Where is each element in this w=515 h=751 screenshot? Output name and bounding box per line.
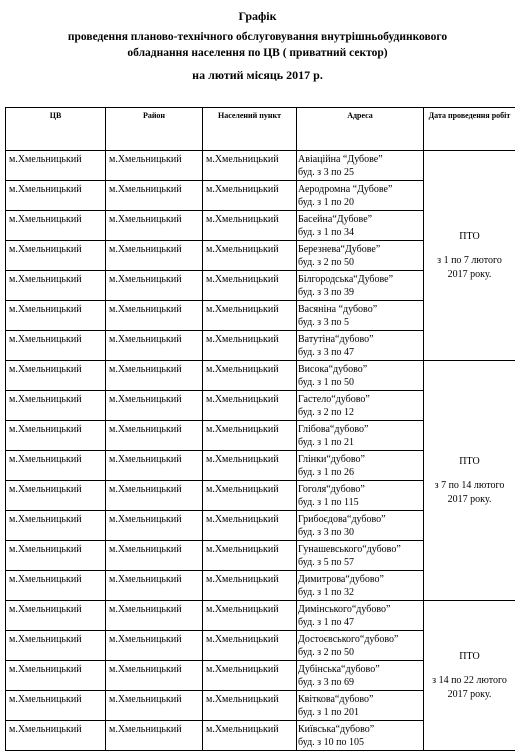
date-label: ПТО bbox=[428, 230, 511, 244]
address-buildings: буд. з 3 по 69 bbox=[298, 676, 423, 689]
cell-punkt: м.Хмельницький bbox=[203, 301, 297, 331]
address-street: Гастело“дубово” bbox=[298, 393, 423, 406]
cell-rayon: м.Хмельницький bbox=[106, 301, 203, 331]
address-street: Басейна“Дубове” bbox=[298, 213, 423, 226]
cell-address bbox=[297, 631, 424, 661]
address-street: Висока“дубово” bbox=[298, 363, 423, 376]
cell-punkt: м.Хмельницький bbox=[203, 211, 297, 241]
cell-cv: м.Хмельницький bbox=[6, 271, 106, 301]
address-buildings: буд. з 5 по 57 bbox=[298, 556, 423, 569]
column-header-address: Адреса bbox=[297, 108, 424, 151]
cell-rayon: м.Хмельницький bbox=[106, 391, 203, 421]
document-title: Графік bbox=[0, 9, 515, 24]
cell-rayon: м.Хмельницький bbox=[106, 361, 203, 391]
cell-address bbox=[297, 511, 424, 541]
cell-rayon: м.Хмельницький bbox=[106, 601, 203, 631]
cell-address bbox=[297, 211, 424, 241]
cell-punkt: м.Хмельницький bbox=[203, 271, 297, 301]
cell-address bbox=[297, 301, 424, 331]
date-label: ПТО bbox=[428, 650, 511, 664]
table-body bbox=[6, 151, 515, 751]
address-street: Димінського“дубово” bbox=[298, 603, 423, 616]
address-street: Аеродромна “Дубове” bbox=[298, 183, 423, 196]
table-row bbox=[6, 601, 515, 631]
cell-rayon: м.Хмельницький bbox=[106, 451, 203, 481]
cell-date-group bbox=[424, 151, 515, 361]
table-row bbox=[6, 151, 515, 181]
table-header-row bbox=[6, 108, 515, 151]
address-buildings: буд. з 10 по 105 bbox=[298, 736, 423, 749]
address-buildings: буд. з 1 по 20 bbox=[298, 196, 423, 209]
cell-address bbox=[297, 661, 424, 691]
cell-cv: м.Хмельницький bbox=[6, 241, 106, 271]
address-buildings: буд. з 3 по 30 bbox=[298, 526, 423, 539]
cell-address bbox=[297, 571, 424, 601]
cell-punkt: м.Хмельницький bbox=[203, 241, 297, 271]
address-buildings: буд. з 3 по 5 bbox=[298, 316, 423, 329]
cell-punkt: м.Хмельницький bbox=[203, 691, 297, 721]
cell-address bbox=[297, 361, 424, 391]
cell-cv: м.Хмельницький bbox=[6, 481, 106, 511]
cell-cv: м.Хмельницький bbox=[6, 181, 106, 211]
address-street: Білгородська“Дубове” bbox=[298, 273, 423, 286]
address-buildings: буд. з 1 по 32 bbox=[298, 586, 423, 599]
address-street: Березнева“Дубове” bbox=[298, 243, 423, 256]
address-buildings: буд. з 1 по 34 bbox=[298, 226, 423, 239]
cell-address bbox=[297, 181, 424, 211]
address-street: Квіткова“дубово” bbox=[298, 693, 423, 706]
address-street: Київська“дубово” bbox=[298, 723, 423, 736]
cell-cv: м.Хмельницький bbox=[6, 541, 106, 571]
cell-address bbox=[297, 421, 424, 451]
cell-address bbox=[297, 541, 424, 571]
address-buildings: буд. з 1 по 47 bbox=[298, 616, 423, 629]
cell-cv: м.Хмельницький bbox=[6, 571, 106, 601]
cell-punkt: м.Хмельницький bbox=[203, 361, 297, 391]
cell-punkt: м.Хмельницький bbox=[203, 661, 297, 691]
cell-rayon: м.Хмельницький bbox=[106, 241, 203, 271]
document-period: на лютий місяць 2017 р. bbox=[0, 68, 515, 83]
cell-cv: м.Хмельницький bbox=[6, 361, 106, 391]
address-street: Глібова“дубово” bbox=[298, 423, 423, 436]
column-header-date: Дата проведення робіт bbox=[424, 108, 515, 151]
address-street: Гунашевського“дубово” bbox=[298, 543, 423, 556]
document-subtitle-line-1: проведення планово-технічного обслуговування внутрішньобудинкового bbox=[0, 31, 515, 43]
cell-rayon: м.Хмельницький bbox=[106, 661, 203, 691]
cell-rayon: м.Хмельницький bbox=[106, 511, 203, 541]
cell-address bbox=[297, 391, 424, 421]
cell-rayon: м.Хмельницький bbox=[106, 271, 203, 301]
cell-address bbox=[297, 601, 424, 631]
date-range: з 7 по 14 лютого 2017 року. bbox=[428, 479, 511, 507]
cell-address bbox=[297, 151, 424, 181]
column-header-rayon: Район bbox=[106, 108, 203, 151]
address-buildings: буд. з 1 по 21 bbox=[298, 436, 423, 449]
cell-cv: м.Хмельницький bbox=[6, 691, 106, 721]
cell-punkt: м.Хмельницький bbox=[203, 451, 297, 481]
cell-cv: м.Хмельницький bbox=[6, 391, 106, 421]
cell-address bbox=[297, 331, 424, 361]
cell-punkt: м.Хмельницький bbox=[203, 601, 297, 631]
address-buildings: буд. з 3 по 39 bbox=[298, 286, 423, 299]
cell-cv: м.Хмельницький bbox=[6, 451, 106, 481]
cell-rayon: м.Хмельницький bbox=[106, 211, 203, 241]
address-street: Дубінська“дубово” bbox=[298, 663, 423, 676]
cell-rayon: м.Хмельницький bbox=[106, 481, 203, 511]
address-buildings: буд. з 3 по 47 bbox=[298, 346, 423, 359]
cell-cv: м.Хмельницький bbox=[6, 421, 106, 451]
address-buildings: буд. з 3 по 25 bbox=[298, 166, 423, 179]
cell-address bbox=[297, 721, 424, 751]
cell-address bbox=[297, 241, 424, 271]
cell-cv: м.Хмельницький bbox=[6, 631, 106, 661]
address-buildings: буд. з 2 по 50 bbox=[298, 256, 423, 269]
cell-address bbox=[297, 481, 424, 511]
cell-cv: м.Хмельницький bbox=[6, 151, 106, 181]
cell-punkt: м.Хмельницький bbox=[203, 331, 297, 361]
cell-address bbox=[297, 271, 424, 301]
column-header-cv: ЦВ bbox=[6, 108, 106, 151]
cell-address bbox=[297, 691, 424, 721]
date-range: з 14 по 22 лютого 2017 року. bbox=[428, 674, 511, 702]
address-buildings: буд. з 1 по 50 bbox=[298, 376, 423, 389]
address-buildings: буд. з 1 по 201 bbox=[298, 706, 423, 719]
cell-cv: м.Хмельницький bbox=[6, 211, 106, 241]
date-label: ПТО bbox=[428, 455, 511, 469]
cell-rayon: м.Хмельницький bbox=[106, 541, 203, 571]
date-range: з 1 по 7 лютого 2017 року. bbox=[428, 254, 511, 282]
cell-cv: м.Хмельницький bbox=[6, 301, 106, 331]
cell-punkt: м.Хмельницький bbox=[203, 721, 297, 751]
column-header-punkt: Населений пункт bbox=[203, 108, 297, 151]
address-street: Ватутіна“дубово” bbox=[298, 333, 423, 346]
cell-punkt: м.Хмельницький bbox=[203, 481, 297, 511]
document-subtitle-line-2: обладнання населення по ЦВ ( приватний сектор) bbox=[0, 47, 515, 59]
cell-punkt: м.Хмельницький bbox=[203, 151, 297, 181]
cell-cv: м.Хмельницький bbox=[6, 511, 106, 541]
cell-rayon: м.Хмельницький bbox=[106, 151, 203, 181]
address-buildings: буд. з 1 по 26 bbox=[298, 466, 423, 479]
cell-cv: м.Хмельницький bbox=[6, 721, 106, 751]
cell-date-group bbox=[424, 601, 515, 751]
cell-address bbox=[297, 451, 424, 481]
cell-punkt: м.Хмельницький bbox=[203, 631, 297, 661]
cell-punkt: м.Хмельницький bbox=[203, 421, 297, 451]
cell-punkt: м.Хмельницький bbox=[203, 511, 297, 541]
cell-cv: м.Хмельницький bbox=[6, 661, 106, 691]
cell-punkt: м.Хмельницький bbox=[203, 391, 297, 421]
address-street: Гоголя“дубово” bbox=[298, 483, 423, 496]
address-street: Достоєвського“дубово” bbox=[298, 633, 423, 646]
cell-punkt: м.Хмельницький bbox=[203, 181, 297, 211]
cell-rayon: м.Хмельницький bbox=[106, 631, 203, 661]
cell-rayon: м.Хмельницький bbox=[106, 721, 203, 751]
schedule-table bbox=[5, 107, 515, 751]
cell-cv: м.Хмельницький bbox=[6, 601, 106, 631]
address-buildings: буд. з 1 по 115 bbox=[298, 496, 423, 509]
address-buildings: буд. з 2 по 50 bbox=[298, 646, 423, 659]
address-street: Васяніна “дубово” bbox=[298, 303, 423, 316]
address-street: Димитрова“дубово” bbox=[298, 573, 423, 586]
cell-cv: м.Хмельницький bbox=[6, 331, 106, 361]
address-buildings: буд. з 2 по 12 bbox=[298, 406, 423, 419]
cell-rayon: м.Хмельницький bbox=[106, 571, 203, 601]
cell-rayon: м.Хмельницький bbox=[106, 331, 203, 361]
address-street: Грибоєдова“дубово” bbox=[298, 513, 423, 526]
cell-rayon: м.Хмельницький bbox=[106, 421, 203, 451]
cell-rayon: м.Хмельницький bbox=[106, 691, 203, 721]
cell-date-group bbox=[424, 361, 515, 601]
cell-punkt: м.Хмельницький bbox=[203, 541, 297, 571]
table-row bbox=[6, 361, 515, 391]
address-street: Глінки“дубово” bbox=[298, 453, 423, 466]
address-street: Авіаційна “Дубове” bbox=[298, 153, 423, 166]
cell-punkt: м.Хмельницький bbox=[203, 571, 297, 601]
cell-rayon: м.Хмельницький bbox=[106, 181, 203, 211]
